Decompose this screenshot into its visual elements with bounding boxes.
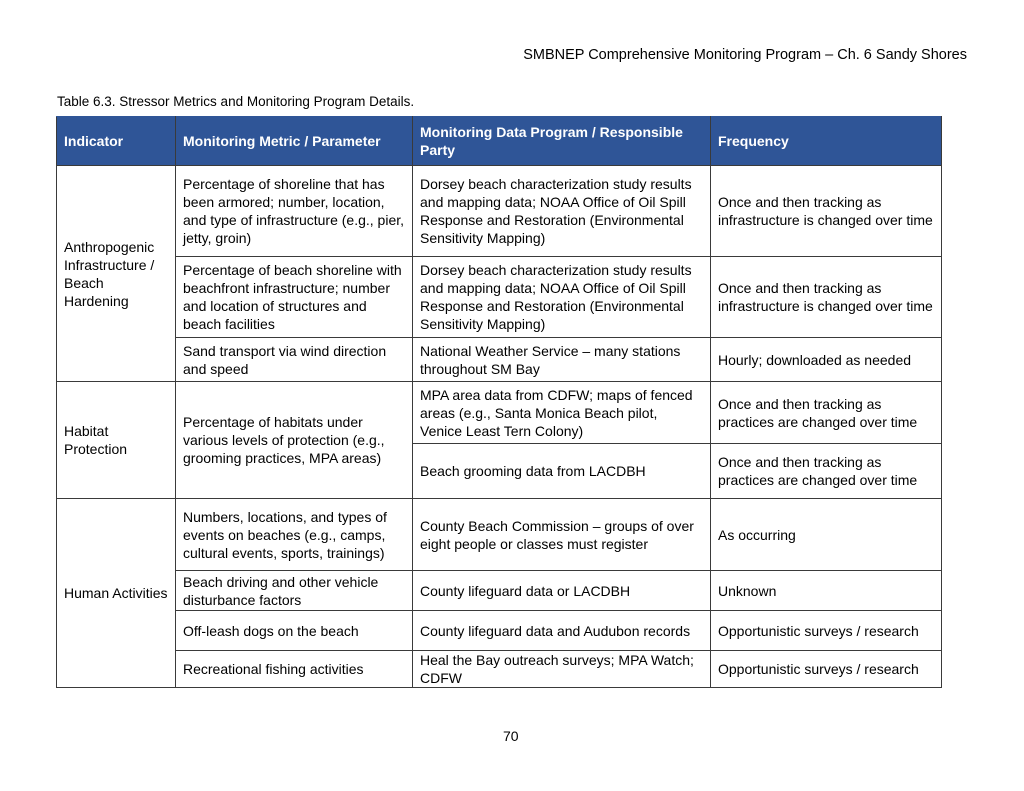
- header-frequency: Frequency: [711, 117, 942, 166]
- metric-cell: Off-leash dogs on the beach: [176, 611, 413, 651]
- metric-cell: Recreational fishing activities: [176, 651, 413, 688]
- indicator-cell: Anthropogenic Infrastructure / Beach Hardening: [57, 166, 176, 382]
- program-cell: County lifeguard data or LACDBH: [413, 571, 711, 611]
- program-cell: Dorsey beach characterization study results and mapping data; NOAA Office of Oil Spill Response and Restoration (Environmental Sensitivity Mapping): [413, 257, 711, 338]
- program-cell: Beach grooming data from LACDBH: [413, 444, 711, 499]
- metric-cell: Percentage of habitats under various levels of protection (e.g., grooming practices, MPA areas): [176, 382, 413, 499]
- running-header: SMBNEP Comprehensive Monitoring Program – Ch. 6 Sandy Shores: [523, 47, 967, 63]
- metric-cell: Beach driving and other vehicle disturbance factors: [176, 571, 413, 611]
- table-caption: Table 6.3. Stressor Metrics and Monitoring Program Details.: [57, 94, 415, 109]
- program-cell: Dorsey beach characterization study results and mapping data; NOAA Office of Oil Spill Response and Restoration (Environmental Sensitivity Mapping): [413, 166, 711, 257]
- table-row: [57, 338, 942, 382]
- table-header-row: [57, 117, 942, 166]
- metric-cell: Percentage of beach shoreline with beachfront infrastructure; number and location of structures and beach facilities: [176, 257, 413, 338]
- program-cell: County Beach Commission – groups of over eight people or classes must register: [413, 499, 711, 571]
- metric-cell: Numbers, locations, and types of events on beaches (e.g., camps, cultural events, sports, trainings): [176, 499, 413, 571]
- program-cell: MPA area data from CDFW; maps of fenced areas (e.g., Santa Monica Beach pilot, Venice Least Tern Colony): [413, 382, 711, 444]
- frequency-cell: Opportunistic surveys / research: [711, 611, 942, 651]
- frequency-cell: Hourly; downloaded as needed: [711, 338, 942, 382]
- table-row: [57, 611, 942, 651]
- frequency-cell: Once and then tracking as infrastructure is changed over time: [711, 257, 942, 338]
- frequency-cell: Unknown: [711, 571, 942, 611]
- table-row: [57, 499, 942, 571]
- header-metric: Monitoring Metric / Parameter: [176, 117, 413, 166]
- program-cell: Heal the Bay outreach surveys; MPA Watch; CDFW: [413, 651, 711, 688]
- table-row: [57, 382, 942, 444]
- header-program: Monitoring Data Program / Responsible Party: [413, 117, 711, 166]
- table-row: [57, 257, 942, 338]
- program-cell: National Weather Service – many stations throughout SM Bay: [413, 338, 711, 382]
- frequency-cell: Once and then tracking as infrastructure is changed over time: [711, 166, 942, 257]
- indicator-cell: Human Activities: [57, 499, 176, 688]
- table-row: [57, 651, 942, 688]
- frequency-cell: Once and then tracking as practices are changed over time: [711, 382, 942, 444]
- program-cell: County lifeguard data and Audubon records: [413, 611, 711, 651]
- stressor-metrics-table: [56, 116, 942, 688]
- metric-cell: Percentage of shoreline that has been armored; number, location, and type of infrastructure (e.g., pier, jetty, groin): [176, 166, 413, 257]
- page-number: 70: [503, 728, 519, 744]
- frequency-cell: As occurring: [711, 499, 942, 571]
- header-indicator: Indicator: [57, 117, 176, 166]
- table-row: [57, 571, 942, 611]
- frequency-cell: Once and then tracking as practices are changed over time: [711, 444, 942, 499]
- table-row: [57, 166, 942, 257]
- metric-cell: Sand transport via wind direction and speed: [176, 338, 413, 382]
- frequency-cell: Opportunistic surveys / research: [711, 651, 942, 688]
- indicator-cell: Habitat Protection: [57, 382, 176, 499]
